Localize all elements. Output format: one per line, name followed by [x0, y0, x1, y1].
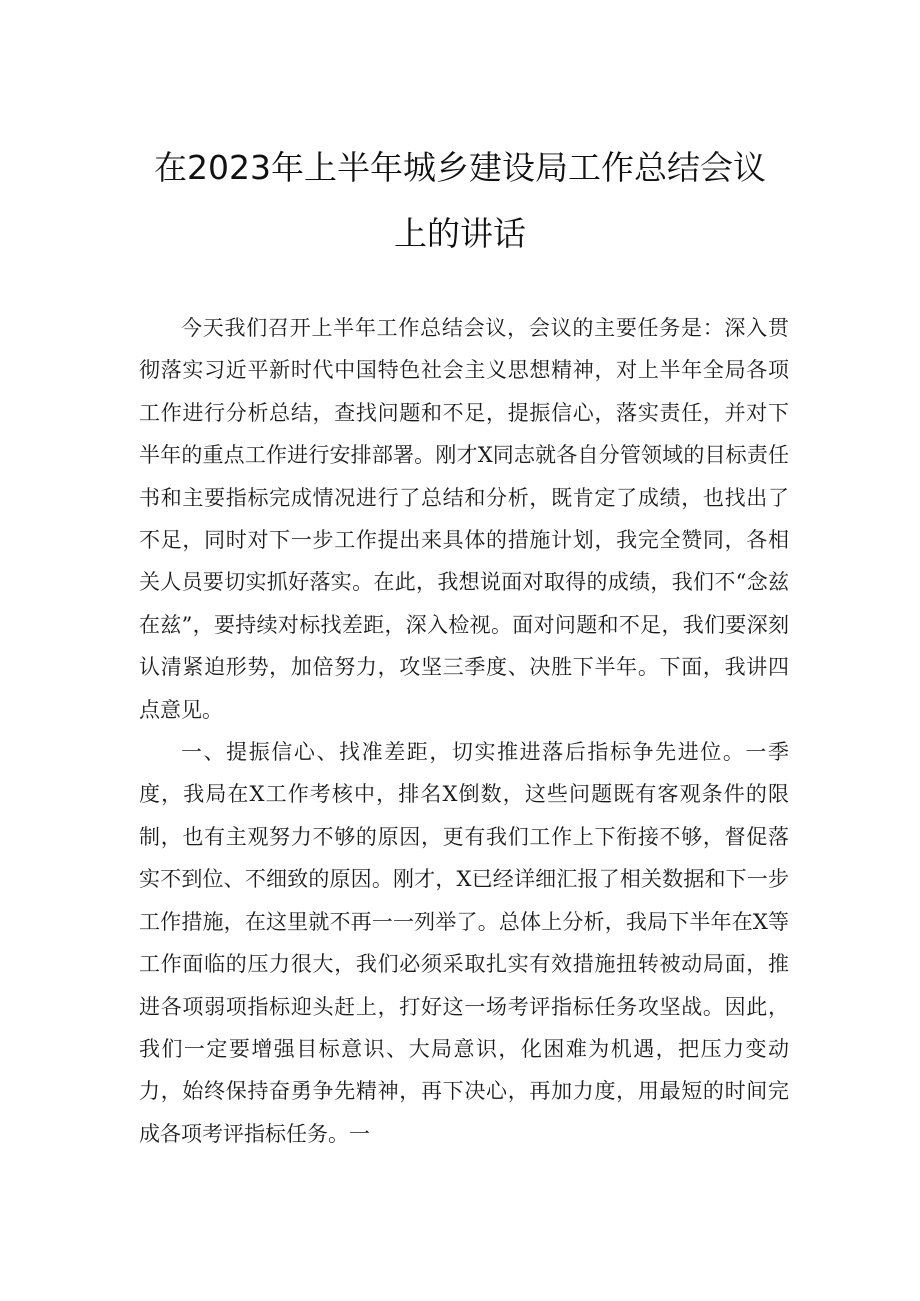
- document-title-line-1: 在2023年上半年城乡建设局工作总结会议: [154, 148, 766, 187]
- document-title-line-2: 上的讲话: [394, 214, 526, 253]
- document-body: [139, 307, 789, 1155]
- paragraph-section-one: 一、提振信心、找准差距，切实推进落后指标争先进位。一季度，我局在X工作考核中，排名X倒数，这些问题既有客观条件的限制，也有主观努力不够的原因，更有我们工作上下衔接不够，督促落实不到位、不细致的原因。刚才，X已经详细汇报了相关数据和下一步工作措施，在这里就不再一一列举了。总体上分析，我局下半年在X等工作面临的压力很大，我们必须采取扎实有效措施扭转被动局面，推进各项弱项指标迎头赶上，打好这一场考评指标任务攻坚战。因此，我们一定要增强目标意识、大局意识，化困难为机遇，把压力变动力，始终保持奋勇争先精神，再下决心，再加力度，用最短的时间完成各项考评指标任务。一: [139, 740, 789, 1146]
- paragraph-intro: 今天我们召开上半年工作总结会议，会议的主要任务是：深入贯彻落实习近平新时代中国特色社会主义思想精神，对上半年全局各项工作进行分析总结，查找问题和不足，提振信心，落实责任，并对下半年的重点工作进行安排部署。刚才X同志就各自分管领域的目标责任书和主要指标完成情况进行了总结和分析，既肯定了成绩，也找出了不足，同时对下一步工作提出来具体的措施计划，我完全赞同，各相关人员要切实抓好落实。在此，我想说面对取得的成绩，我们不“念兹在兹”，要持续对标找差距，深入检视。面对问题和不足，我们要深刻认清紧迫形势，加倍努力，攻坚三季度、决胜下半年。下面，我讲四点意见。: [139, 316, 789, 722]
